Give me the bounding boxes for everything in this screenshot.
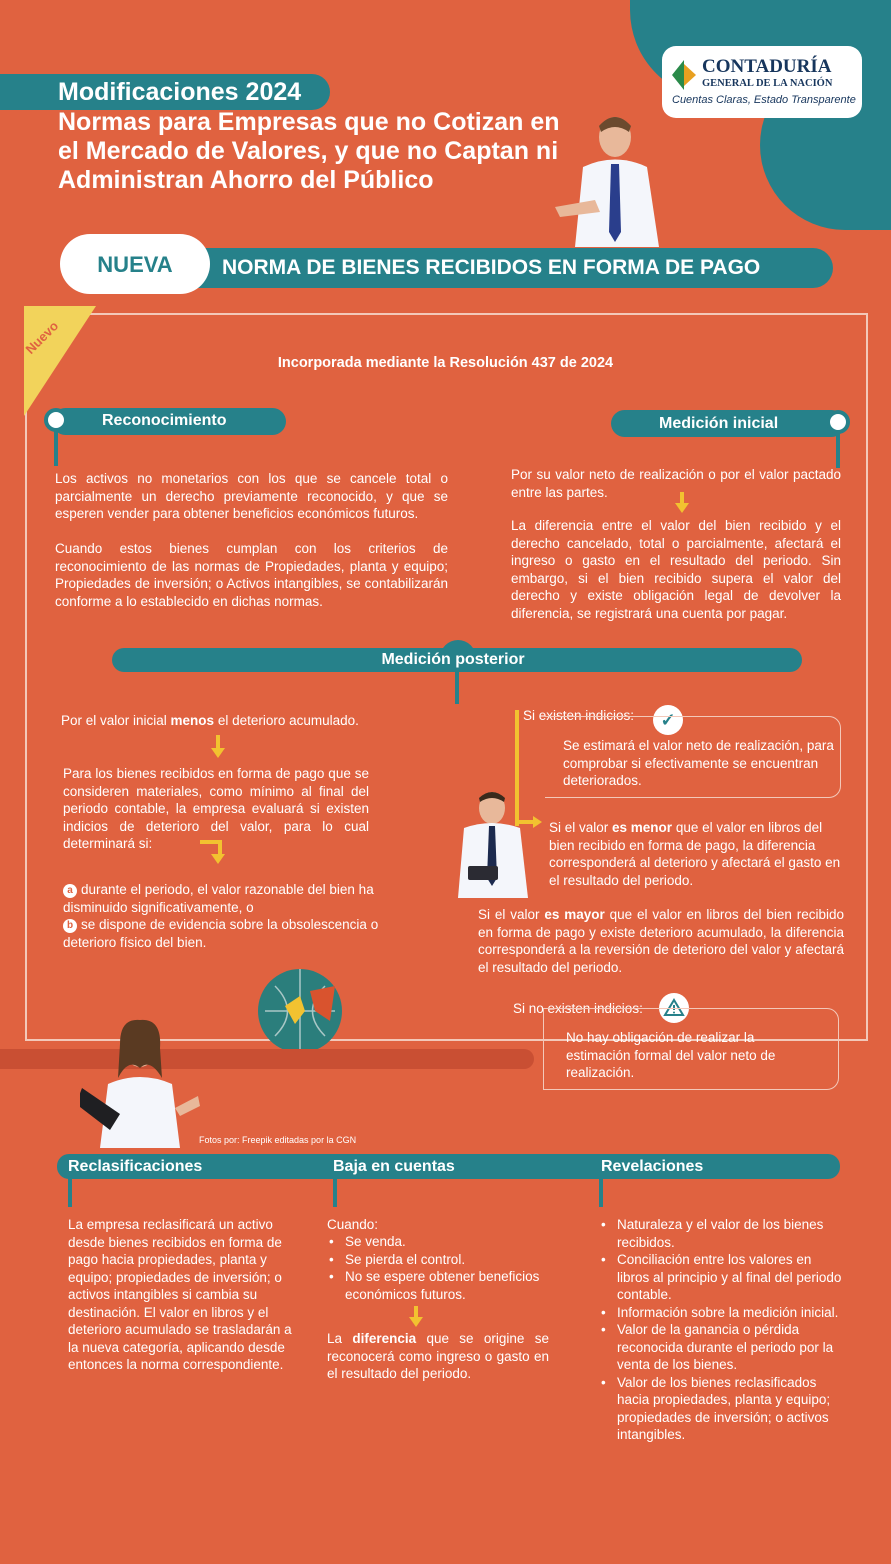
baja-list (327, 1233, 557, 1303)
revelaciones-list (599, 1216, 844, 1444)
reclasificaciones-title: Reclasificaciones (68, 1158, 203, 1175)
baja-connector (333, 1175, 337, 1207)
logo-name: CONTADURÍA (702, 56, 832, 77)
check-icon: ✓ (653, 705, 683, 735)
incorporada-text: Incorporada mediante la Resolución 437 de 2024 (277, 355, 614, 371)
medicion-inicial-p2: La diferencia entre el valor del bien recibido y el derecho cancelado, total o parcialmente, afectará el ingreso o gasto en el resultado del periodo. Sin embargo, si el bien recibido supera el valor del derecho y existe obligación legal de devolver la diferencia, se registrará una cuenta por pagar. (511, 518, 841, 621)
medicion-inicial-p1: Por su valor neto de realización o por el valor pactado entre las partes. (511, 467, 841, 500)
mayor-text (478, 906, 844, 976)
mayor-bold: es mayor (544, 907, 605, 922)
criterion-b-text: se dispone de evidencia sobre la obsolescencia o deterioro físico del bien. (63, 917, 379, 950)
p1-bold: menos (170, 713, 215, 728)
arrow-right-icon (533, 816, 542, 828)
norma-title: NORMA DE BIENES RECIBIDOS EN FORMA DE PAGO (222, 256, 761, 279)
revelaciones-title: Revelaciones (601, 1158, 704, 1175)
list-item: • Se pierda el control. (327, 1251, 557, 1269)
list-item: • Naturaleza y el valor de los bienes recibidos. (599, 1216, 844, 1251)
medicion-posterior-p1 (61, 712, 441, 730)
reconocimiento-p2: Cuando estos bienes cumplan con los criterios de reconocimiento de las normas de Propiedades, planta y equipo; Propiedades de inversión; o Activos intangibles, se contabilizarán conforme a lo establecido en dichas normas. (55, 541, 448, 609)
criterion-a-text: durante el periodo, el valor razonable del bien ha disminuido significativamente, o (63, 882, 374, 915)
header-tag: Modificaciones 2024 (58, 78, 302, 106)
reconocimiento-p1: Los activos no monetarios con los que se cancele total o parcialmente un derecho previamente reconocido, y que se esperen vender para obtener beneficios económicos futuros. (55, 471, 448, 521)
logo-mark-icon (672, 60, 696, 90)
badge-b: b (63, 919, 77, 933)
badge-a: a (63, 884, 77, 898)
list-item: • Información sobre la medición inicial. (599, 1304, 844, 1322)
p1-post: el deterioro acumulado. (214, 713, 359, 728)
baja-diferencia (327, 1330, 549, 1383)
estimara-text: Se estimará el valor neto de realización, para comprobar si efectivamente se encuentran deteriorados. (563, 738, 834, 788)
arrow-down-icon (211, 854, 225, 864)
logo (662, 46, 862, 118)
businessman-tablet-photo (452, 788, 532, 898)
medicion-posterior-title: Medición posterior (381, 651, 525, 668)
arrow-elbow (200, 840, 222, 854)
list-item: • No se espere obtener beneficios económicos futuros. (327, 1268, 557, 1303)
criterion-b (63, 916, 398, 951)
list-item: • Valor de los bienes reclasificados hacia propiedades, planta y equipo; propiedades de inversión; o activos intangibles. (599, 1374, 844, 1444)
businesswoman-photo (80, 1018, 200, 1148)
no-obligacion-text: No hay obligación de realizar la estimación formal del valor neto de realización. (566, 1030, 776, 1080)
reclasificaciones-connector (68, 1175, 72, 1207)
menor-pre: Si el valor (549, 820, 613, 835)
menor-text (549, 819, 844, 889)
mayor-post: que el valor en libros del bien recibido en forma de pago y existe deterioro acumulado, la diferencia corresponderá a la reversión de deterioro del valor y afectará el resultado del periodo. (478, 907, 845, 975)
medicion-inicial-title: Medición inicial (659, 415, 779, 432)
mayor-pre: Si el valor (478, 907, 545, 922)
criterion-a (63, 881, 398, 916)
nueva-label: NUEVA (97, 252, 173, 277)
medicion-inicial-connector (836, 432, 840, 468)
nuevo-ribbon-label: Nuevo (22, 318, 62, 357)
arrow-down-icon (409, 1317, 423, 1327)
arrow-stem (216, 735, 220, 749)
menor-post: que el valor en libros del bien recibido en forma de pago, la diferencia corresponderá al deterioro y afectará el gasto en el resultado del periodo. (549, 820, 841, 888)
arrow-down-icon (211, 748, 225, 758)
logo-sub: GENERAL DE LA NACIÓN (702, 78, 833, 89)
menor-bold: es menor (612, 820, 673, 835)
dif-bold: diferencia (352, 1331, 417, 1346)
medicion-posterior-connector (455, 670, 459, 704)
arrow-down-icon (675, 503, 689, 513)
businessman-photo (555, 112, 665, 247)
fotos-credit: Fotos por: Freepik editadas por la CGN (199, 1135, 357, 1145)
p1-pre: Por el valor inicial (61, 713, 171, 728)
dif-post: que se origine se reconocerá como ingreso o gasto en el resultado del periodo. (327, 1331, 549, 1381)
reconocimiento-title: Reconocimiento (102, 412, 227, 429)
list-item: • Se venda. (327, 1233, 557, 1251)
globe-icon (255, 966, 345, 1056)
page-title: Normas para Empresas que no Cotizan en el Mercado de Valores, y que no Captan ni Administran Ahorro del Público (58, 108, 560, 194)
logo-slogan: Cuentas Claras, Estado Transparente (672, 94, 856, 106)
no-existen-label: Si no existen indicios: (513, 1001, 643, 1016)
si-existen-label: Si existen indicios: (523, 708, 635, 723)
baja-title: Baja en cuentas (333, 1158, 455, 1175)
reclasificaciones-text: La empresa reclasificará un activo desde bienes recibidos en forma de pago hacia propiedades, planta y equipo; propiedades de inversión; o activos intangibles si cambia su destinación. El valor en libros y el deterioro acumulado se trasladarán a la nueva categoría, aplicando desde entonces la norma correspondiente. (68, 1217, 292, 1372)
medicion-inicial-dot-icon (826, 410, 850, 434)
reconocimiento-connector (54, 430, 58, 466)
medicion-posterior-p2: Para los bienes recibidos en forma de pago que se consideren materiales, como mínimo al final del periodo contable, la empresa evaluará si existen indicios de deterioro del valor, para lo cual determinará si: (63, 766, 369, 851)
revelaciones-connector (599, 1175, 603, 1207)
list-item: • Valor de la ganancia o pérdida reconocida durante el periodo por la venta de los bienes. (599, 1321, 844, 1374)
list-item: • Conciliación entre los valores en libros al principio y al final del periodo contable. (599, 1251, 844, 1304)
baja-cuando: Cuando: (327, 1217, 379, 1232)
reconocimiento-dot-icon (44, 408, 68, 432)
dif-pre: La (327, 1331, 353, 1346)
